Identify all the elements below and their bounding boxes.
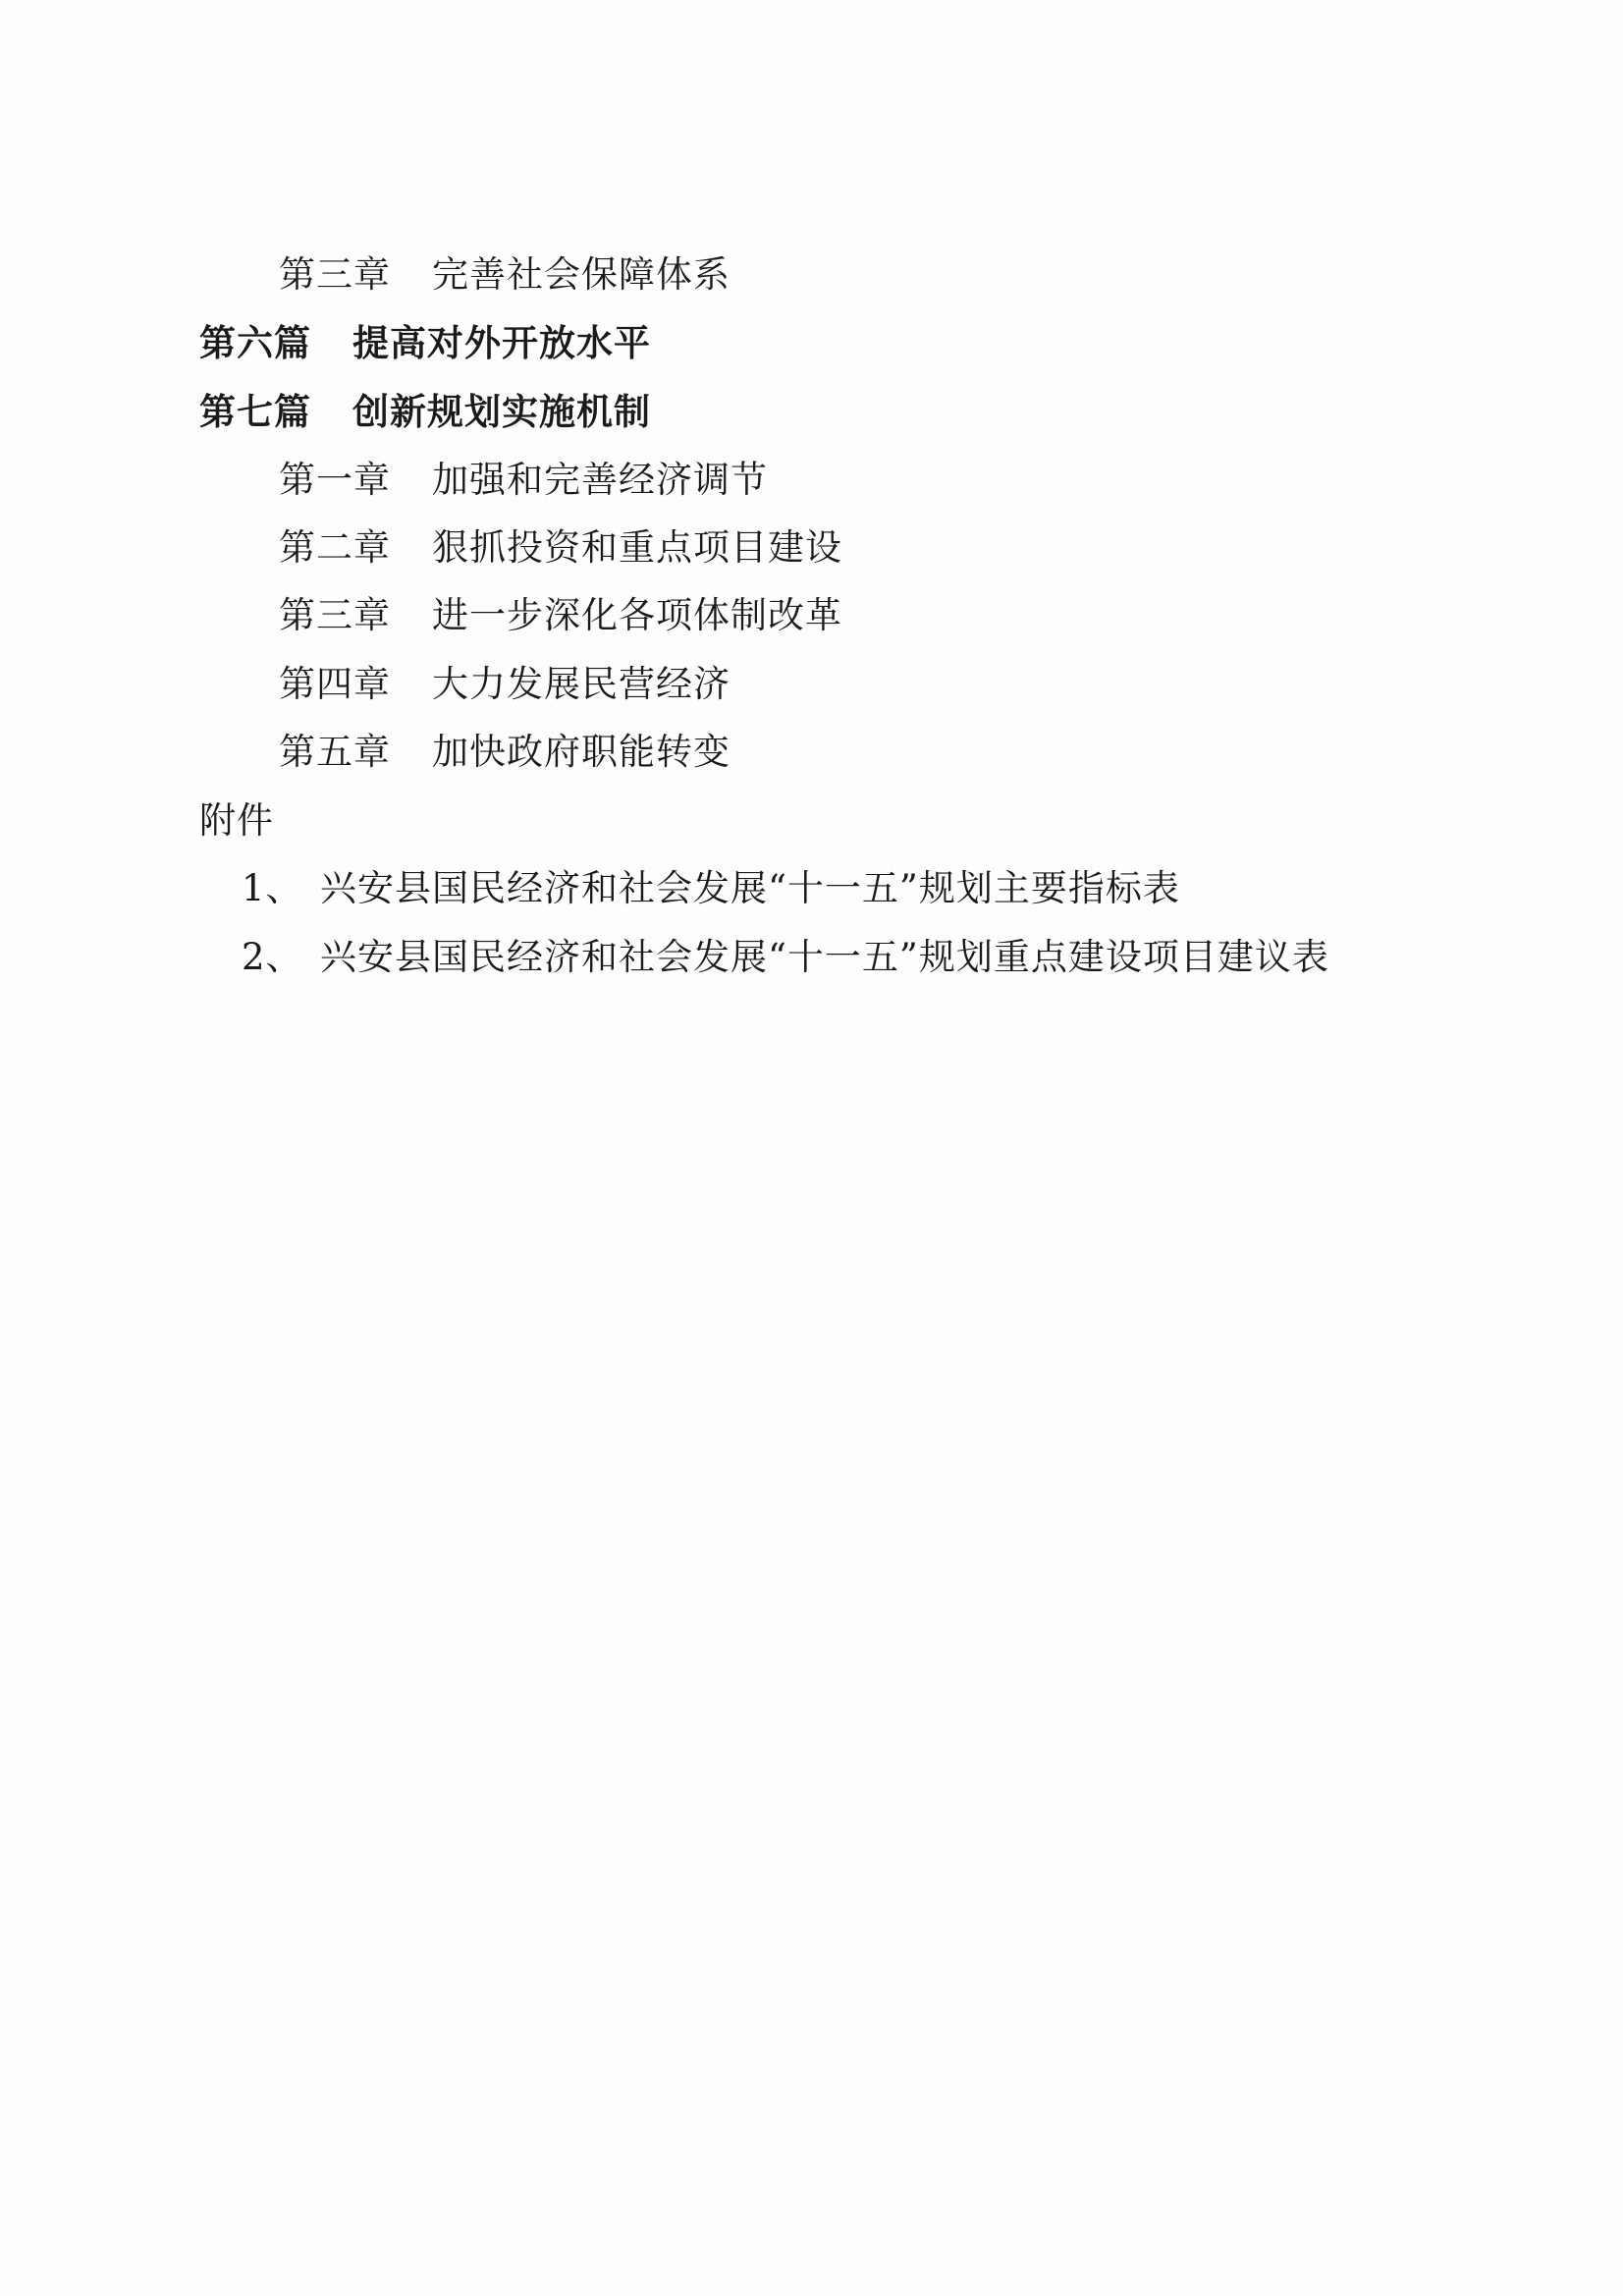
toc-entry-chapter <box>279 661 730 708</box>
toc-entry-chapter <box>279 729 730 776</box>
chapter-label: 第四章 <box>279 663 391 705</box>
chapter-title: 狠抓投资和重点项目建设 <box>432 526 842 569</box>
chapter-label: 第一章 <box>279 459 391 501</box>
part-title: 创新规划实施机制 <box>352 391 651 433</box>
chapter-label: 第二章 <box>279 526 391 569</box>
toc-entry-part <box>199 389 651 436</box>
toc-entry-chapter <box>279 457 768 504</box>
chapter-label: 第三章 <box>279 594 391 636</box>
attachment-item <box>242 865 1180 912</box>
chapter-title: 进一步深化各项体制改革 <box>432 594 842 636</box>
attachment-number: 2、 <box>242 936 303 978</box>
attachment-title: 兴安县国民经济和社会发展“十一五”规划主要指标表 <box>320 867 1180 909</box>
chapter-title: 完善社会保障体系 <box>432 253 730 296</box>
toc-entry-part <box>199 320 651 367</box>
chapter-title: 加快政府职能转变 <box>432 731 730 773</box>
part-label: 第六篇 <box>199 322 311 364</box>
attachment-title: 兴安县国民经济和社会发展“十一五”规划重点建设项目建议表 <box>320 936 1329 978</box>
toc-entry-chapter <box>279 524 842 572</box>
attachment-number: 1、 <box>242 867 303 909</box>
part-label: 第七篇 <box>199 391 311 433</box>
toc-entry-chapter <box>279 592 842 639</box>
chapter-title: 加强和完善经济调节 <box>432 459 768 501</box>
attachment-item <box>242 934 1329 981</box>
attachments-heading: 附件 <box>199 799 274 842</box>
part-title: 提高对外开放水平 <box>352 322 651 364</box>
chapter-title: 大力发展民营经济 <box>432 663 730 705</box>
toc-entry-chapter <box>279 251 730 299</box>
chapter-label: 第三章 <box>279 253 391 296</box>
chapter-label: 第五章 <box>279 731 391 773</box>
